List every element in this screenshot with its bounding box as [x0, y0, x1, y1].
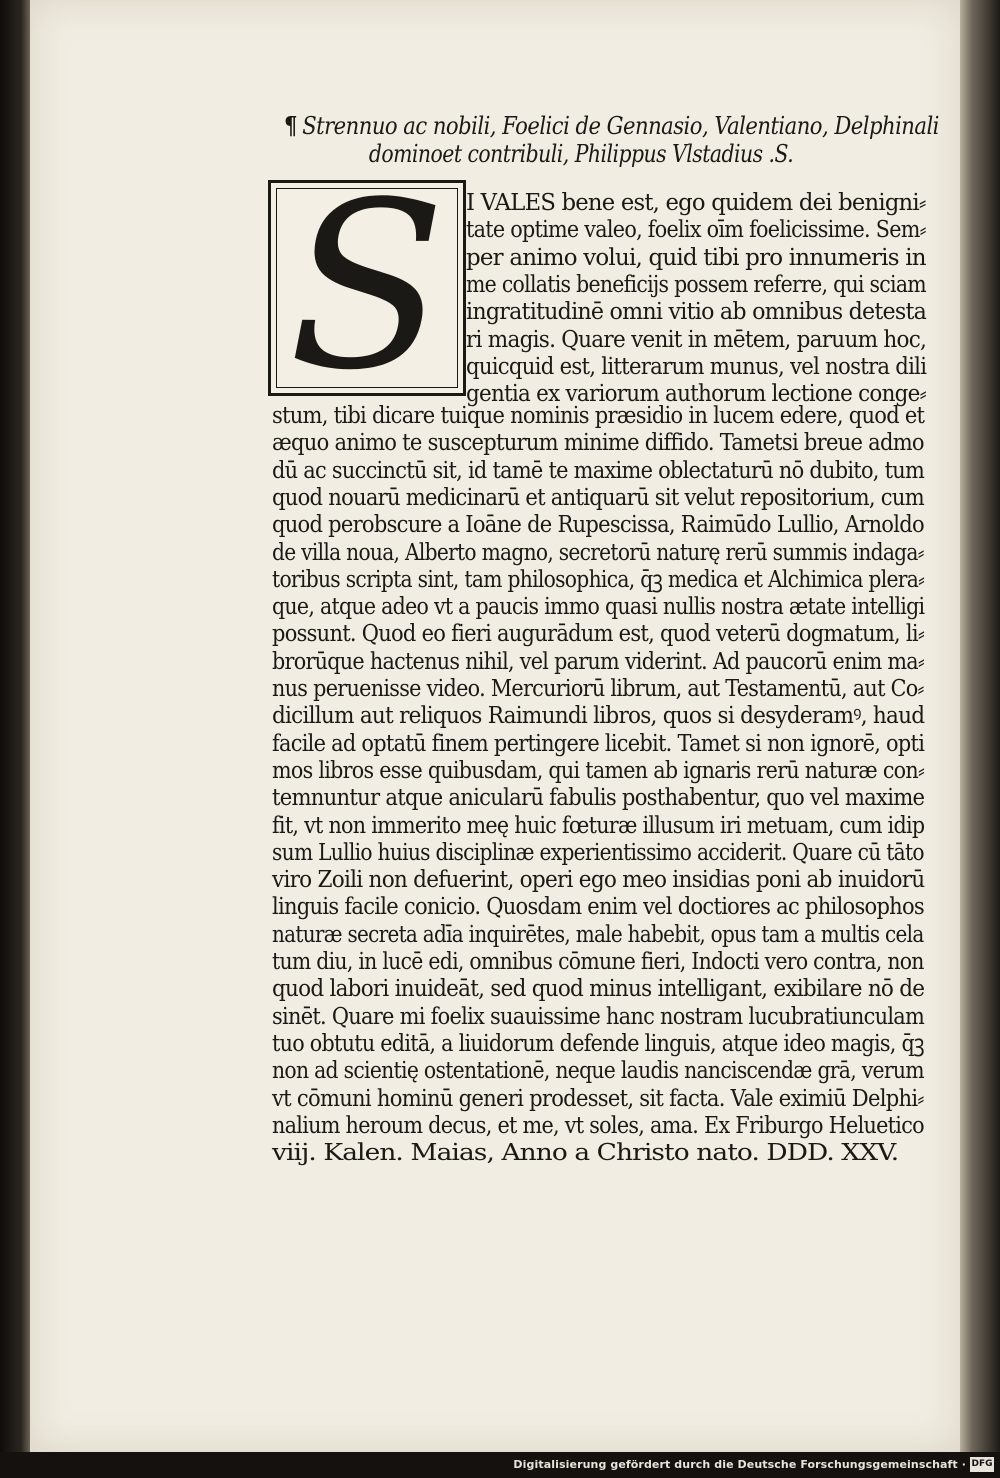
text-line: ingratitudinē omni vitio ab omnibus detesta	[466, 299, 927, 326]
text-line: viij. Kalen. Maias, Anno a Christo nato. DDD. XXV.	[272, 1140, 899, 1167]
text-line: non ad scientię ostentationē, neque laudis nanciscendæ grā, verum	[272, 1058, 924, 1085]
text-line: naturæ secreta adīa inquirētes, male habebit, opus tam a multis cela	[272, 921, 924, 948]
heading-line-2: dominoet contribuli, Philippus Vlstadius .S.	[368, 140, 794, 168]
text-line: possunt. Quod eo fieri augurādum est, quod veterū dogmatum, li⸗	[272, 621, 925, 648]
text-line: brorūque hactenus nihil, vel parum viderint. Ad paucorū enim ma⸗	[272, 648, 925, 675]
page-edge	[960, 0, 1000, 1452]
text-line: quicquid est, litterarum munus, vel nostra dili	[466, 353, 927, 380]
text-line: I VALES bene est, ego quidem dei benigni⸗	[466, 190, 926, 216]
text-line: de villa noua, Alberto magno, secretorū naturę rerū summis indaga⸗	[272, 539, 924, 566]
text-line: sum Lullio huius disciplinæ experientissimo acciderit. Quare cū tāto	[272, 839, 924, 866]
text-line: facile ad optatū finem pertingere licebit. Tamet si non ignorē, opti	[272, 730, 925, 757]
text-line: viro Zoili non defuerint, operi ego meo insidias poni ab inuidorū	[272, 867, 925, 894]
text-line: que, atque adeo vt a paucis immo quasi nullis nostra ætate intelligi	[272, 594, 925, 621]
text-line: me collatis beneficijs possem referre, qui sciam	[466, 271, 926, 298]
text-line: dū ac succinctū sit, id tamē te maxime oblectaturū nō dubito, tum	[272, 457, 925, 484]
text-line: ri magis. Quare venit in mētem, paruum hoc,	[466, 326, 927, 353]
text-line: quod nouarū medicinarū et antiquarū sit velut repositorium, cum	[272, 484, 924, 511]
text-line: gentia ex variorum authorum lectione conge⸗	[466, 381, 927, 408]
text-line: quod perobscure a Ioāne de Rupescissa, Raimūdo Lullio, Arnoldo	[272, 512, 924, 539]
pilcrow-icon: ¶	[284, 111, 297, 140]
text-line: dicillum aut reliquos Raimundi libros, quos si desyderamꝰ, haud	[272, 703, 925, 730]
text-line: mos libros esse quibusdam, qui tamen ab ignaris rerū naturæ con⸗	[272, 757, 925, 784]
heading-line-1-text: Strennuo ac nobili, Foelici de Gennasio, Valentiano, Delphinali	[302, 112, 939, 140]
text-line: tuo obtutu editā, a liuidorum defende linguis, atque ideo magis, q̄ꝫ	[272, 1030, 924, 1057]
text-line: nus peruenisse video. Mercuriorū librum, aut Testamentū, aut Co⸗	[272, 676, 924, 702]
decorated-initial	[268, 154, 466, 421]
heading-line-1	[284, 111, 939, 140]
digitization-credit: Digitalisierung gefördert durch die Deutsche Forschungsgemeinschaft ·	[513, 1458, 966, 1471]
text-line: tum diu, in lucē edi, omnibus cōmune fieri, Indocti vero contra, non	[272, 949, 924, 975]
text-line: æquo animo te suscepturum minime diffido. Tametsi breue admo	[272, 430, 924, 457]
text-line: quod labori inuideāt, sed quod minus intelligant, exibilare nō de	[272, 976, 925, 1003]
text-line: vt cōmuni hominū generi prodesset, sit facta. Vale eximiū Delphi⸗	[272, 1085, 924, 1112]
text-line: nalium heroum decus, et me, vt soles, ama. Ex Friburgo Heluetico	[272, 1112, 924, 1139]
dfg-logo: DFG	[970, 1457, 994, 1472]
text-line: stum, tibi dicare tuique nominis præsidio in lucem edere, quod et	[272, 403, 925, 429]
text-line: temnuntur atque anicularū fabulis posthabentur, quo vel maxime	[272, 785, 925, 812]
binding-gutter	[0, 0, 30, 1452]
text-line: toribus scripta sint, tam philosophica, q̄ꝫ medica et Alchimica plera⸗	[272, 566, 925, 593]
text-line: fit, vt non immerito meę huic fœturæ illusum iri metuam, cum idip	[272, 812, 925, 839]
initial-letter: S	[288, 154, 446, 421]
text-line: tate optime valeo, foelix oīm foelicissime. Sem⸗	[466, 217, 926, 244]
text-line: linguis facile conicio. Quosdam enim vel doctiores ac philosophos	[272, 894, 924, 921]
text-line: per animo volui, quid tibi pro innumeris in	[466, 244, 926, 271]
text-line: sinēt. Quare mi foelix suauissime hanc nostram lucubratiunculam	[272, 1003, 925, 1030]
